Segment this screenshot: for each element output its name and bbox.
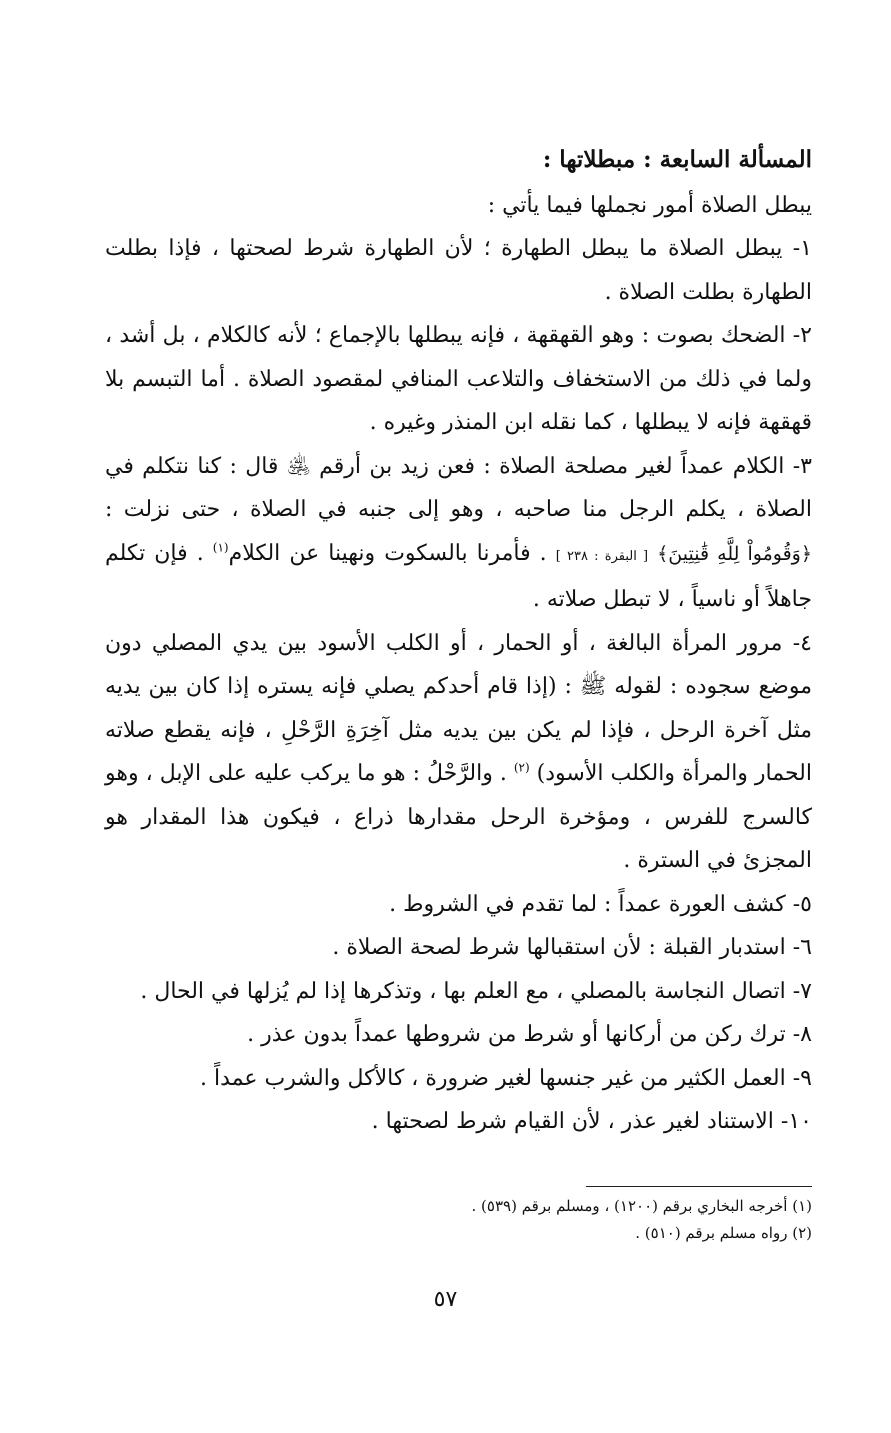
list-item-3	[105, 445, 812, 622]
footnotes	[212, 1193, 812, 1247]
list-item-5: ٥- كشف العورة عمداً : لما تقدم في الشروط .	[389, 891, 812, 917]
section-heading: المسألة السابعة : مبطلاتها :	[542, 146, 812, 173]
footnote-divider	[586, 1186, 812, 1187]
quran-reference: [ البقرة : ٢٣٨ ]	[555, 548, 649, 564]
list-item-7: ٧- اتصال النجاسة بالمصلي ، مع العلم بها ، وتذكرها إذا لم يُزلها في الحال .	[140, 978, 812, 1004]
footnote-mark-2[interactable]: (٢)	[513, 760, 530, 775]
page-number: ٥٧	[433, 1287, 458, 1312]
quran-verse: ﴿وَقُومُواْ لِلَّهِ قَٰنِتِينَ﴾	[657, 542, 812, 565]
list-item-9: ٩- العمل الكثير من غير جنسها لغير ضرورة ، كالأكل والشرب عمداً .	[200, 1065, 812, 1091]
list-item-4	[105, 622, 812, 883]
list-item-1: ١- يبطل الصلاة ما يبطل الطهارة ؛ لأن الطهارة شرط لصحتها ، فإذا بطلت الطهارة بطلت الصلاة .	[105, 236, 812, 305]
item-3-text-end: . فإن تكلم جاهلاً أو ناسياً ، لا تبطل صلاته .	[105, 540, 812, 612]
item-4-text-end: . والرَّحْلُ : هو ما يركب عليه على الإبل ، وهو كالسرج للفرس ، ومؤخرة الرحل مقدارها ذراع ، فيكون هذا المقدار هو المجزئ في السترة .	[105, 761, 812, 873]
footnote-mark-1[interactable]: (١)	[212, 540, 229, 555]
list-item-6: ٦- استدبار القبلة : لأن استقبالها شرط لصحة الصلاة .	[332, 935, 812, 960]
item-3-text-middle: . فأمرنا بالسكوت ونهينا عن الكلام	[228, 540, 556, 566]
main-text	[105, 138, 812, 1144]
list-item-8: ٨- ترك ركن من أركانها أو شرط من شروطها عمداً بدون عذر .	[247, 1022, 812, 1047]
list-item-2: ٢- الضحك بصوت : وهو القهقهة ، فإنه يبطلها بالإجماع ؛ لأنه كالكلام ، بل أشد ، ولما في ذلك من الاستخفاف والتلاعب المنافي لمقصود الصلاة . أما التبسم بلا قهقهة فإنه لا يبطلها ، كما نقله ابن المنذر وغيره .	[105, 323, 812, 435]
item-3-text-start: ٣- الكلام عمداً لغير مصلحة الصلاة : فعن زيد بن أرقم ﵁ قال : كنا نتكلم في الصلاة ، يكلم الرجل منا صاحبه ، وهو إلى جنبه في الصلاة ، حتى نزلت :	[105, 453, 812, 522]
section-intro: يبطل الصلاة أمور نجملها فيما يأتي :	[487, 192, 812, 218]
item-4-text-start: ٤- مرور المرأة البالغة ، أو الحمار ، أو الكلب الأسود بين يدي المصلي دون موضع سجوده : لقوله ﷺ : (إذا قام أحدكم يصلي فإنه يستره إذا كان بين يديه مثل آخرة الرحل ، فإذا لم يكن بين يديه مثل آخِرَةِ الرَّحْلِ ، فإنه يقطع صلاته الحمار والمرأة والكلب الأسود)	[105, 630, 812, 786]
footnote-2: (٢) رواه مسلم برقم (٥١٠) .	[635, 1224, 812, 1242]
list-item-10: ١٠- الاستناد لغير عذر ، لأن القيام شرط لصحتها .	[371, 1109, 812, 1134]
footnote-1: (١) أخرجه البخاري برقم (١٢٠٠) ، ومسلم برقم (٥٣٩) .	[471, 1197, 812, 1215]
